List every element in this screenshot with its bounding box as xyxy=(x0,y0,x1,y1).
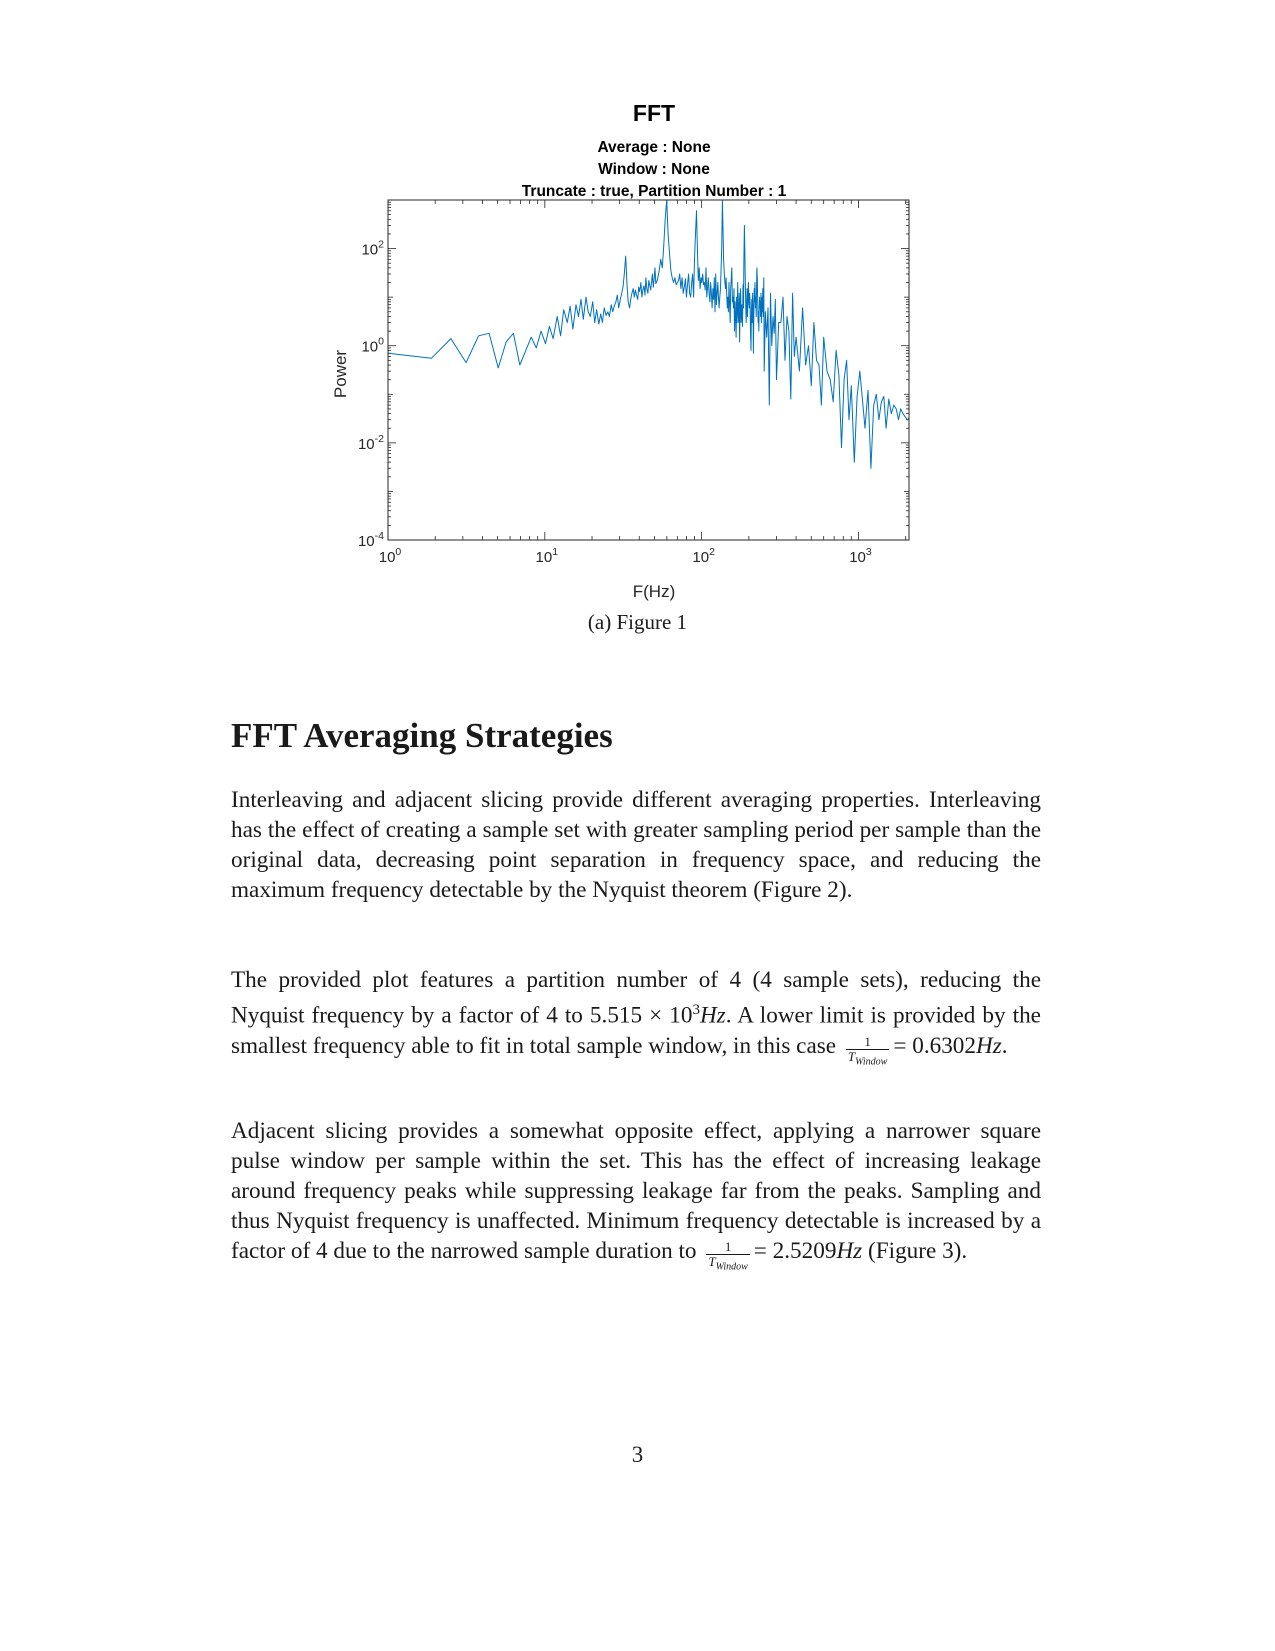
fraction-denominator xyxy=(706,1255,749,1275)
page-number: 3 xyxy=(631,1442,644,1467)
paragraph-3-unit: Hz xyxy=(836,1238,863,1264)
paragraph-3-end: (Figure 3). xyxy=(868,1238,968,1264)
paragraph-2-value: = 0.6302 xyxy=(893,1032,976,1059)
y-tick-labels xyxy=(358,239,384,550)
chart-subtitle-average: Average : None xyxy=(597,139,711,156)
chart-title: FFT xyxy=(632,100,676,126)
axis-ticks xyxy=(388,200,909,540)
fraction-numerator: 1 xyxy=(706,1240,749,1255)
paragraph-2-unit-2: Hz xyxy=(976,1032,1002,1059)
fft-power-series-line xyxy=(388,200,909,468)
fraction-denominator xyxy=(846,1050,889,1070)
paragraph-partition xyxy=(231,965,1041,1069)
paragraph-adjacent-slicing xyxy=(231,1116,1041,1275)
paragraph-2-unit-1: Hz xyxy=(699,1002,726,1029)
paragraph-interleaving xyxy=(231,785,1041,905)
x-axis-label: F(Hz) xyxy=(632,582,676,601)
paragraph-3-value: = 2.5209 xyxy=(753,1238,837,1264)
fraction-denominator-symbol: T xyxy=(847,1048,856,1064)
fraction-numerator: 1 xyxy=(846,1035,889,1050)
y-tick-label: $10^2$ xyxy=(361,238,384,259)
y-axis-label: Power xyxy=(331,349,350,399)
fraction-denominator-subscript: Window xyxy=(715,1261,748,1273)
paragraph-2-end: . xyxy=(1001,1032,1008,1059)
chart-subtitle-window: Window : None xyxy=(598,161,710,178)
paragraph-3-fraction xyxy=(706,1240,749,1275)
x-tick-label: $10^2$ xyxy=(692,546,715,566)
paragraph-2-text-a: The provided plot features a partition number of 4 (4 sample sets), reducing the Nyquist frequency by a factor of 4 to 5.515 × 10 xyxy=(231,967,1041,1029)
section-heading: FFT Averaging Strategies xyxy=(231,716,613,755)
x-tick-label: $10^3$ xyxy=(849,546,872,566)
figure-caption: (a) Figure 1 xyxy=(587,610,688,634)
paragraph-1-text: Interleaving and adjacent slicing provide different averaging properties. Interleaving has the effect of creating a sample set with greater sampling period per sample than the original data, decreasing point separation in frequency space, and reducing the maximum frequency detectable by the Nyquist theorem (Figure 2). xyxy=(231,787,1041,903)
fft-chart xyxy=(0,0,1275,660)
x-tick-label: $10^1$ xyxy=(535,546,559,566)
fraction-denominator-symbol: T xyxy=(708,1254,716,1270)
chart-subtitle-truncate: Truncate : true, Partition Number : 1 xyxy=(521,183,787,200)
y-tick-label: $10^{-4}$ xyxy=(357,530,384,550)
x-tick-labels xyxy=(379,546,872,566)
y-tick-label: $10^{-2}$ xyxy=(357,432,384,453)
paragraph-2-fraction xyxy=(846,1035,889,1070)
paragraph-2-exponent: 3 xyxy=(692,1002,700,1018)
fraction-denominator-subscript: Window xyxy=(855,1056,888,1068)
paragraph-3-text: Adjacent slicing provides a somewhat opposite effect, applying a narrower square pulse window per sample within the set. This has the effect of increasing leakage around frequency peaks while suppressing leakage far from the peaks. Sampling and thus Nyquist frequency is unaffected. Minimum frequency detectable is increased by a factor of 4 due to the narrowed sample duration to xyxy=(231,1118,1041,1264)
y-tick-label: $10^0$ xyxy=(361,335,384,356)
x-tick-label: $10^0$ xyxy=(378,546,402,566)
figure-1 xyxy=(0,0,1275,660)
paragraph-2-text-b: . A lower limit is provided by the smallest frequency able to fit in total sample window, in this case xyxy=(231,1002,1041,1059)
plot-axes-box xyxy=(388,200,909,540)
